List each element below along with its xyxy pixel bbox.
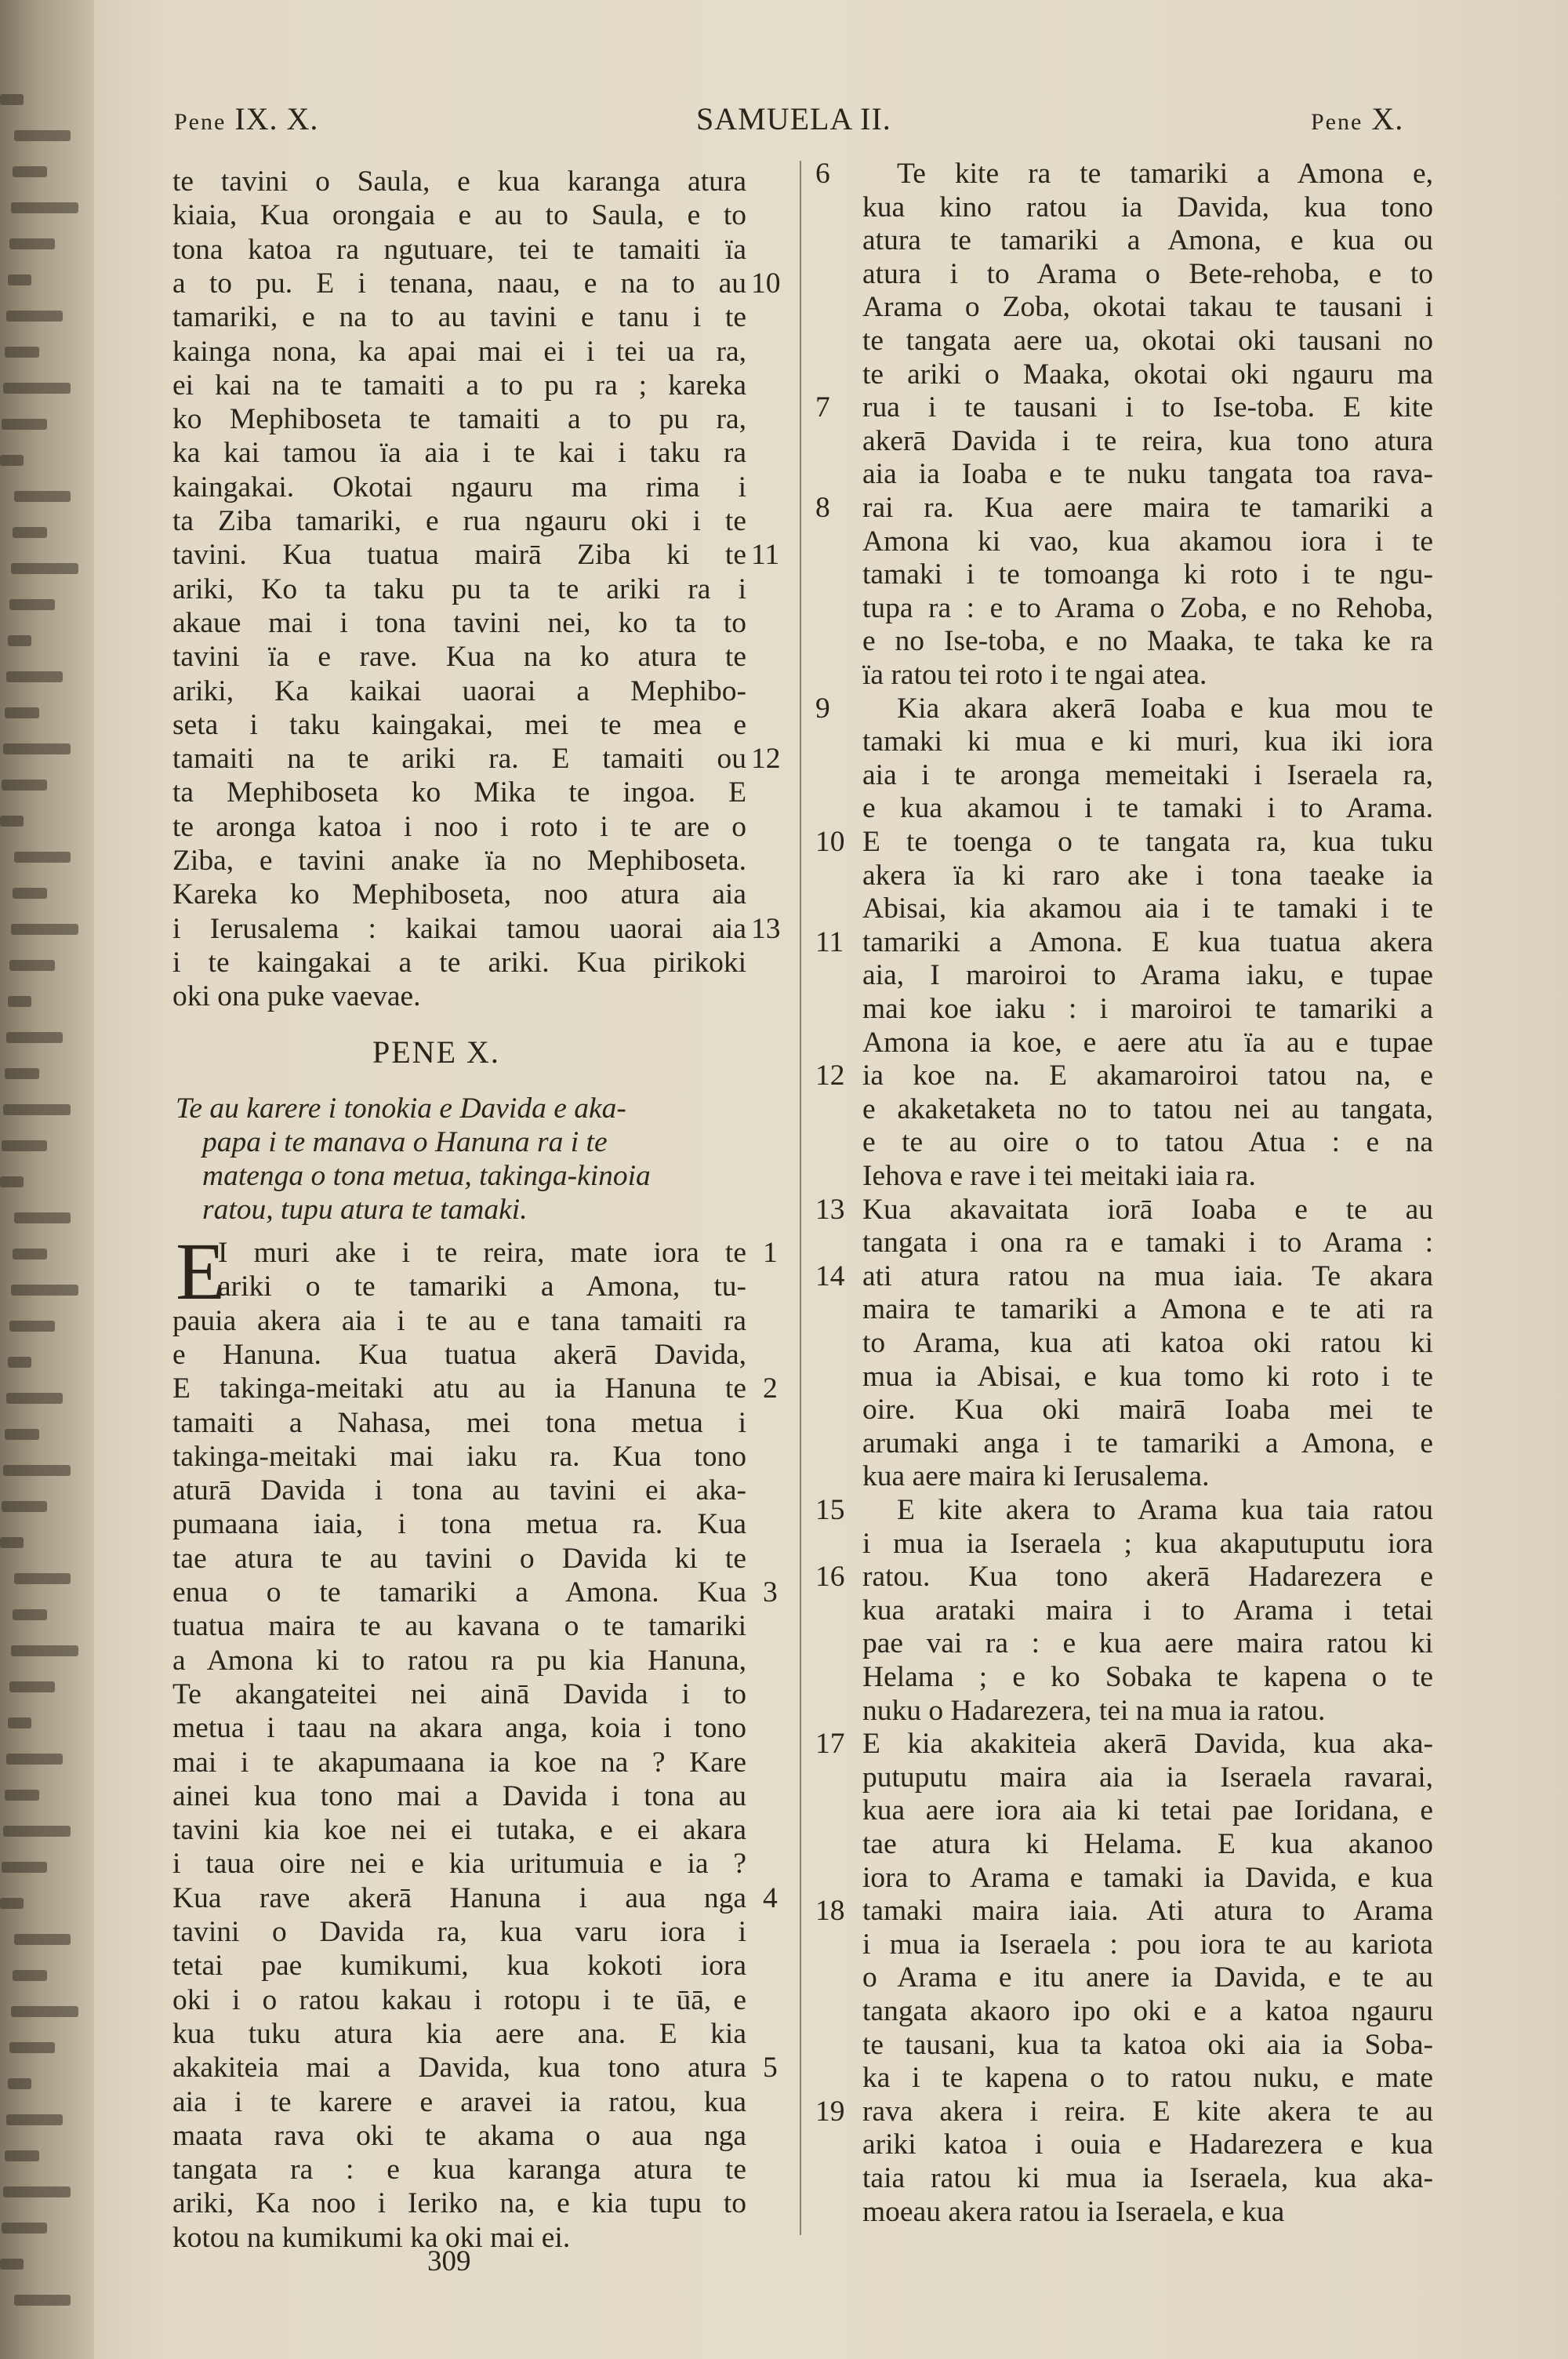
text-line: a Amona ki to ratou ra pu kia Hanuna,: [172, 1644, 746, 1677]
text-line: e no Ise-toba, e no Maaka, te taka ke ra: [862, 625, 1433, 658]
bleed-text-mark: [6, 1393, 63, 1404]
text-line: Amona ia koe, e aere atu ïa au e tupae: [862, 1026, 1433, 1059]
text-line: mua ia Abisai, e kua tomo ki roto i te: [862, 1360, 1433, 1393]
text-line: kua kino ratou ia Davida, kua tono: [862, 191, 1433, 224]
page-number: 309: [427, 2245, 471, 2277]
text-line: tangata i ona ra e tamaki i to Arama :: [862, 1227, 1433, 1259]
text-line: ta Ziba tamariki, e rua ngauru oki i te: [172, 505, 746, 537]
verse-number: 11: [815, 925, 844, 958]
text-line: kotou na kumikumi ka oki mai ei.: [172, 2221, 571, 2254]
text-line: metua i taau na akara anga, koia i tono: [172, 1712, 746, 1745]
bleed-text-mark: [2, 1501, 47, 1512]
verse-number: 19: [815, 2095, 845, 2128]
text-line: akerā Davida i te reira, kua tono atura: [862, 424, 1433, 457]
bleed-text-mark: [0, 1898, 24, 1909]
verse-number: 13: [815, 1193, 845, 1226]
text-line: tae atura ki Helama. E kua akanoo: [862, 1828, 1433, 1860]
text-line: kiaia, Kua orongaia e au to Saula, e to: [172, 199, 746, 232]
column-divider: [800, 161, 801, 2235]
text-line: e te au oire o to tatou Atua : e na: [862, 1126, 1433, 1159]
bleed-text-mark: [5, 1429, 39, 1440]
text-line: Abisai, kia akamou aia i te tamaki i te: [862, 892, 1433, 925]
verse-number: 3: [763, 1576, 778, 1608]
text-line: I muri ake i te reira, mate iora te: [218, 1237, 746, 1269]
text-line: te aronga katoa i noo i roto i te are o: [172, 810, 746, 843]
text-line: arumaki anga i te tamariki a Amona, e: [862, 1427, 1433, 1459]
text-line: atura i to Arama o Bete-rehoba, e to: [862, 257, 1433, 290]
bleed-text-mark: [14, 130, 71, 141]
header-left: Pene IX. X.: [174, 101, 319, 136]
verse-number: 12: [751, 743, 781, 776]
text-line: Arama o Zoba, okotai takau te tausani i: [862, 291, 1433, 324]
text-line: tangata akaoro ipo oki e a katoa ngauru: [862, 1995, 1433, 2027]
verse-number: 17: [815, 1728, 845, 1761]
text-line: moeau akera ratou ia Iseraela, e kua: [862, 2195, 1285, 2228]
bleed-text-mark: [6, 1032, 63, 1043]
text-line: mai koe iaku : i maroiroi te tamariki a: [862, 993, 1433, 1025]
bleed-text-mark: [8, 996, 31, 1007]
chapter-summary-line: matenga o tona metua, takinga-kinoia: [202, 1160, 651, 1192]
text-line: te tavini o Saula, e kua karanga atura: [172, 165, 746, 198]
chapter-heading: PENE X.: [372, 1034, 500, 1070]
verse-number: 10: [751, 267, 781, 300]
bleed-text-mark: [2, 1140, 47, 1151]
header-right: Pene X.: [1311, 101, 1404, 136]
text-line: oire. Kua oki mairā Ioaba mei te: [862, 1394, 1433, 1427]
text-line: tae atura te au tavini o Davida ki te: [172, 1542, 746, 1575]
bleed-text-mark: [13, 166, 47, 177]
bleed-text-mark: [5, 1068, 39, 1079]
text-line: aia ia Ioaba e te nuku tangata toa rava-: [862, 458, 1433, 491]
bleed-text-mark: [2, 1862, 47, 1873]
text-line: tavini. Kua tuatua mairā Ziba ki te: [172, 539, 746, 572]
verse-number: 18: [815, 1895, 845, 1928]
bleed-text-mark: [0, 94, 24, 105]
text-line: ia koe na. E akamaroiroi tatou na, e: [862, 1060, 1433, 1092]
verse-number: 7: [815, 391, 830, 424]
bleed-text-mark: [6, 2114, 63, 2125]
text-line: i Ierusalema : kaikai tamou uaorai aia: [172, 912, 746, 945]
bleed-text-mark: [9, 238, 55, 249]
bleed-text-mark: [14, 2295, 71, 2306]
verse-number: 12: [815, 1060, 845, 1092]
text-line: atura te tamariki a Amona, e kua ou: [862, 224, 1433, 257]
text-line: Te akangateitei nei ainā Davida i to: [172, 1677, 746, 1710]
text-line: kainga nona, ka apai mai ei i tei ua ra,: [172, 335, 746, 368]
text-line: seta i taku kaingakai, mei te mea e: [172, 708, 746, 741]
bleed-text-mark: [5, 707, 39, 718]
verse-number: 8: [815, 492, 830, 524]
text-line: ei kai na te tamaiti a to pu ra ; kareka: [172, 369, 746, 402]
text-line: putuputu maira aia ia Iseraela ravarai,: [862, 1761, 1433, 1794]
text-line: ariki o te tamariki a Amona, tu-: [218, 1270, 746, 1303]
verse-number: 13: [751, 912, 781, 945]
text-line: kua aere maira ki Ierusalema.: [862, 1460, 1210, 1493]
text-line: te tangata aere ua, okotai oki tausani no: [862, 325, 1433, 357]
bleed-text-mark: [14, 491, 71, 502]
bleed-text-mark: [14, 1573, 71, 1584]
text-line: pumaana iaia, i tona metua ra. Kua: [172, 1508, 746, 1541]
text-line: akaue mai i tona tavini nei, ko ta to: [172, 606, 746, 639]
text-line: tangata ra : e kua karanga atura te: [172, 2154, 746, 2186]
text-line: pae vai ra : e kua aere maira ratou ki: [862, 1627, 1433, 1660]
text-line: pauia akera aia i te au e tana tamaiti ra: [172, 1304, 746, 1337]
bleed-text-mark: [14, 1934, 71, 1945]
bleed-text-mark: [3, 1104, 71, 1115]
bleed-text-mark: [5, 1790, 39, 1801]
text-line: ko Mephiboseta te tamaiti a to pu ra,: [172, 403, 746, 436]
text-line: ratou. Kua tono akerā Hadarezera e: [862, 1561, 1433, 1594]
bleed-text-mark: [13, 1970, 47, 1981]
text-line: mai i te akapumaana ia koe na ? Kare: [172, 1746, 746, 1779]
text-line: kua tuku atura kia aere ana. E kia: [172, 2017, 746, 2050]
drop-cap: E: [176, 1227, 226, 1317]
text-line: Amona ki vao, kua akamou iora i te: [862, 525, 1433, 558]
bleed-text-mark: [6, 1754, 63, 1765]
text-line: i mua ia Iseraela : pou iora te au kariota: [862, 1928, 1433, 1961]
text-line: rai ra. Kua aere maira te tamariki a: [862, 492, 1433, 524]
text-line: ïa ratou tei roto i te ngai atea.: [862, 659, 1207, 691]
text-line: rua i te tausani i to Ise-toba. E kite: [862, 391, 1433, 424]
chapter-summary-line: ratou, tupu atura te tamaki.: [202, 1194, 528, 1226]
text-line: oki ona puke vaevae.: [172, 980, 421, 1013]
bleed-text-mark: [11, 924, 78, 935]
text-line: tuatua maira te au kavana o te tamariki: [172, 1610, 746, 1643]
bleed-text-mark: [3, 1826, 71, 1837]
text-line: i mua ia Iseraela ; kua akaputuputu iora: [862, 1527, 1433, 1560]
bleed-text-mark: [9, 960, 55, 971]
bleed-text-mark: [11, 202, 78, 213]
text-line: tavini o Davida ra, kua varu iora i: [172, 1916, 746, 1948]
text-line: i taua oire nei e kia uritumuia e ia ?: [172, 1848, 746, 1881]
text-line: ta Mephiboseta ko Mika te ingoa. E: [172, 776, 746, 809]
bleed-text-mark: [0, 2259, 24, 2270]
bleed-text-mark: [0, 1176, 24, 1187]
verse-number: 11: [751, 539, 780, 572]
text-line: Kia akara akerā Ioaba e kua mou te: [897, 692, 1433, 725]
text-line: o Arama e itu anere ia Davida, e te au: [862, 1961, 1433, 1994]
chapter-summary-line: Te au karere i tonokia e Davida e aka-: [176, 1092, 626, 1125]
verse-number: 1: [763, 1237, 778, 1269]
text-line: aia i te aronga memeitaki i Iseraela ra,: [862, 758, 1433, 791]
bleed-text-mark: [2, 2223, 47, 2234]
text-line: tamaki i te tomoanga ki roto i te ngu-: [862, 558, 1433, 591]
bleed-text-mark: [9, 599, 55, 610]
text-line: a to pu. E i tenana, naau, e na to au: [172, 267, 746, 300]
bleed-text-mark: [8, 635, 31, 646]
text-line: maira te tamariki a Amona e te ati ra: [862, 1293, 1433, 1326]
text-line: te tausani, kua ta katoa oki aia ia Soba-: [862, 2028, 1433, 2061]
text-line: Ziba, e tavini anake ïa no Mephiboseta.: [172, 845, 746, 877]
text-line: tamariki, e na to au tavini e tanu i te: [172, 301, 746, 334]
text-line: e akaketaketa no to tatou nei au tangata,: [862, 1092, 1433, 1125]
text-line: iora to Arama e tamaki ia Davida, e kua: [862, 1861, 1433, 1894]
text-line: E takinga-meitaki atu au ia Hanuna te: [172, 1372, 746, 1405]
text-line: tamariki a Amona. E kua tuatua akera: [862, 925, 1433, 958]
facing-page-edge: [0, 0, 94, 2359]
bleed-text-mark: [9, 1321, 55, 1332]
bleed-text-mark: [8, 2078, 31, 2089]
bleed-text-mark: [11, 2006, 78, 2017]
bleed-text-mark: [3, 2186, 71, 2197]
text-line: akakiteia mai a Davida, kua tono atura: [172, 2052, 746, 2085]
text-line: e Hanuna. Kua tuatua akerā Davida,: [172, 1338, 746, 1371]
text-line: tamaki maira iaia. Ati atura to Arama: [862, 1895, 1433, 1928]
text-line: aia, I maroiroi to Arama iaku, e tupae: [862, 959, 1433, 992]
text-line: ariki katoa i ouia e Hadarezera e kua: [862, 2128, 1433, 2161]
text-line: ka i te kapena o to ratou nuku, e mate: [862, 2062, 1433, 2095]
bleed-text-mark: [6, 311, 63, 322]
text-line: Kua rave akerā Hanuna i aua nga: [172, 1881, 746, 1914]
text-line: te ariki o Maaka, okotai oki ngauru ma: [862, 358, 1433, 391]
verse-number: 16: [815, 1561, 845, 1594]
text-line: e kua akamou i te tamaki i to Arama.: [862, 792, 1433, 825]
verse-number: 5: [763, 2052, 778, 2085]
bleed-text-mark: [0, 455, 24, 466]
bleed-text-mark: [3, 743, 71, 754]
text-line: akera ïa ki raro ake i tona taeake ia: [862, 859, 1433, 892]
verse-number: 15: [815, 1494, 845, 1526]
text-line: E kia akakiteia akerā Davida, kua aka-: [862, 1728, 1433, 1761]
bleed-text-mark: [0, 1537, 24, 1548]
bleed-text-mark: [9, 1681, 55, 1692]
bleed-text-mark: [8, 274, 31, 285]
text-line: Te kite ra te tamariki a Amona e,: [897, 158, 1433, 190]
bleed-text-mark: [14, 1212, 71, 1223]
text-line: ariki, Ka kaikai uaorai a Mephibo-: [172, 674, 746, 707]
bleed-text-mark: [11, 1645, 78, 1656]
bleed-text-mark: [14, 852, 71, 863]
bleed-text-mark: [5, 347, 39, 358]
text-line: Kareka ko Mephiboseta, noo atura aia: [172, 878, 746, 911]
text-line: kaingakai. Okotai ngauru ma rima i: [172, 471, 746, 503]
text-line: enua o te tamariki a Amona. Kua: [172, 1576, 746, 1608]
text-line: E te toenga o te tangata ra, kua tuku: [862, 826, 1433, 858]
bleed-text-mark: [8, 1357, 31, 1368]
bleed-text-mark: [13, 527, 47, 538]
bleed-text-mark: [9, 2042, 55, 2053]
bleed-text-mark: [2, 780, 47, 791]
text-line: oki i o ratou kakau i rotopu i te ūā, e: [172, 1983, 746, 2016]
bleed-text-mark: [0, 816, 24, 827]
verse-number: 2: [763, 1372, 778, 1405]
text-line: tavini kia koe nei ei tutaka, e ei akara: [172, 1814, 746, 1847]
text-line: Helama ; e ko Sobaka te kapena o te: [862, 1661, 1433, 1693]
text-line: Iehova e rave i tei meitaki iaia ra.: [862, 1160, 1256, 1192]
text-line: nuku o Hadarezera, tei na mua ia ratou.: [862, 1694, 1326, 1727]
text-line: tamaiti na te ariki ra. E tamaiti ou: [172, 743, 746, 776]
text-line: tupa ra : e to Arama o Zoba, e no Rehoba,: [862, 591, 1433, 624]
verse-number: 10: [815, 826, 845, 858]
text-line: E kite akera to Arama kua taia ratou: [897, 1494, 1433, 1526]
text-line: tavini ïa e rave. Kua na ko atura te: [172, 641, 746, 674]
text-line: ariki, Ka noo i Ieriko na, e kia tupu to: [172, 2187, 746, 2220]
text-line: i te kaingakai a te ariki. Kua pirikoki: [172, 946, 746, 979]
verse-number: 4: [763, 1881, 778, 1914]
text-line: tetai pae kumikumi, kua kokoti iora: [172, 1950, 746, 1983]
right-column: [815, 157, 1433, 2235]
bleed-text-mark: [8, 1717, 31, 1728]
header-title: SAMUELA II.: [696, 101, 891, 136]
text-line: taia ratou ki mua ia Iseraela, kua aka-: [862, 2162, 1433, 2194]
bleed-text-mark: [2, 419, 47, 430]
text-line: tamaki ki mua e ki muri, kua iki iora: [862, 725, 1433, 758]
text-line: aia i te karere e aravei ia ratou, kua: [172, 2085, 746, 2118]
bleed-text-mark: [11, 563, 78, 574]
text-line: Kua akavaitata iorā Ioaba e te au: [862, 1193, 1433, 1226]
text-line: tamaiti a Nahasa, mei tona metua i: [172, 1406, 746, 1439]
text-line: aturā Davida i tona au tavini ei aka-: [172, 1474, 746, 1507]
chapter-summary-line: papa i te manava o Hanuna ra i te: [202, 1126, 608, 1158]
bleed-text-mark: [13, 888, 47, 899]
text-line: rava akera i reira. E kite akera te au: [862, 2095, 1433, 2128]
text-line: ariki, Ko ta taku pu ta te ariki ra i: [172, 572, 746, 605]
text-line: kua aere iora aia ki tetai pae Ioridana, e: [862, 1794, 1433, 1827]
text-line: ka kai tamou ïa aia i te kai i taku ra: [172, 437, 746, 470]
bleed-text-mark: [13, 1249, 47, 1259]
text-line: kua arataki maira i to Arama i tetai: [862, 1594, 1433, 1627]
bleed-text-mark: [3, 1465, 71, 1476]
text-line: to Arama, kua ati katoa oki ratou ki: [862, 1327, 1433, 1359]
bleed-text-mark: [11, 1285, 78, 1296]
verse-number: 9: [815, 692, 830, 725]
verse-number: 6: [815, 158, 830, 190]
verse-number: 14: [815, 1259, 845, 1292]
text-line: ati atura ratou na mua iaia. Te akara: [862, 1259, 1433, 1292]
bleed-text-mark: [13, 1609, 47, 1620]
left-column: [172, 165, 781, 2254]
text-line: maata rava oki te akama o aua nga: [172, 2119, 746, 2152]
bleed-text-mark: [3, 383, 71, 394]
bleed-text-mark: [5, 2150, 39, 2161]
text-line: tona katoa ra ngutuare, tei te tamaiti ïa: [172, 233, 746, 266]
text-line: ainei kua tono mai a Davida i tona au: [172, 1779, 746, 1812]
bleed-text-mark: [6, 671, 63, 682]
text-line: takinga-meitaki mai iaku ra. Kua tono: [172, 1440, 746, 1473]
